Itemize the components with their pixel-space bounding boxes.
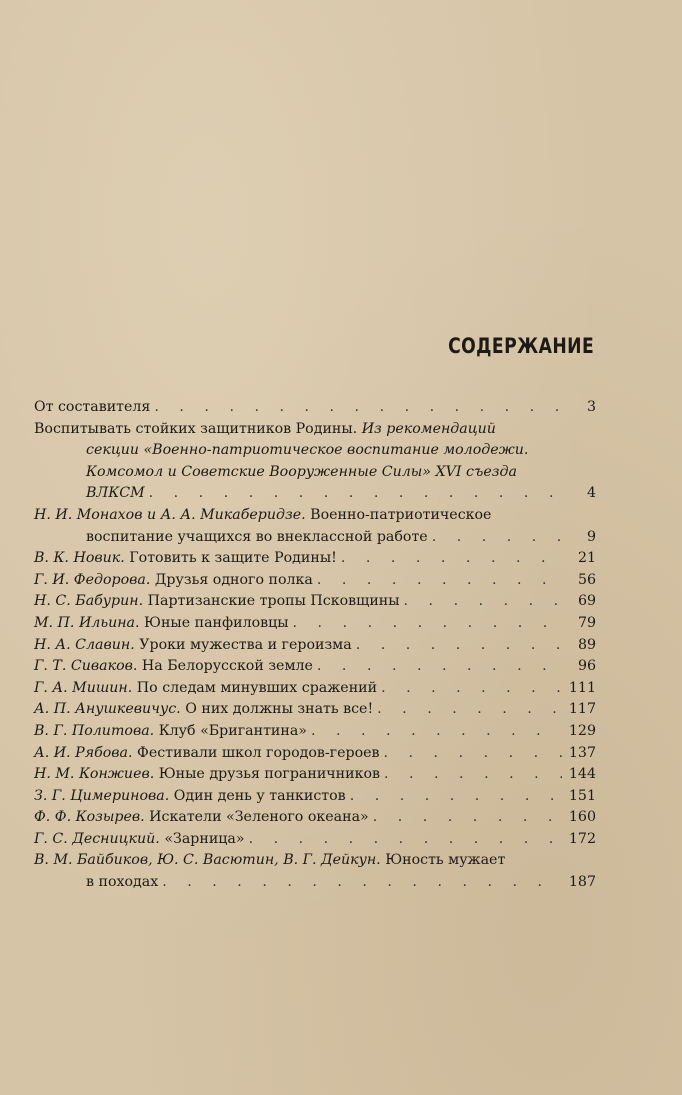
table-of-contents	[34, 397, 596, 894]
page-number: 3	[586, 399, 596, 415]
entry-title: Клуб «Бригантина»	[158, 722, 307, 739]
dot-leader	[154, 397, 562, 419]
dot-leader	[162, 872, 562, 894]
entry-title: Один день у танкистов	[173, 787, 346, 804]
entry-author: Ф. Ф. Козырев.	[34, 809, 145, 826]
toc-entry	[34, 786, 596, 808]
page-number: 160	[568, 809, 596, 826]
dot-leader	[404, 591, 562, 613]
toc-entry	[34, 829, 596, 851]
entry-note: Из рекомендаций	[361, 420, 496, 437]
entry-author: А. П. Анушкевичус.	[34, 701, 181, 718]
entry-author: В. К. Новик.	[34, 550, 125, 567]
entry-title: Воспитывать стойких защитников Родины.	[34, 420, 358, 437]
entry-author: Н. С. Бабурин.	[34, 593, 144, 610]
entry-title: По следам минувших сражений	[136, 679, 378, 696]
page-number: 187	[568, 874, 596, 891]
entry-author: З. Г. Цимеринова.	[34, 787, 170, 804]
entry-title: Друзья одного полка	[154, 571, 313, 588]
entry-title: От составителя	[34, 399, 151, 415]
toc-entry	[34, 764, 596, 786]
page-number: 172	[568, 830, 596, 847]
entry-title: «Зарница»	[164, 830, 245, 847]
entry-title: На Белорусской земле	[141, 658, 313, 675]
entry-title: Военно-патриотическое	[310, 506, 492, 523]
entry-title: Фестивали школ городов-героев	[137, 744, 380, 761]
toc-entry	[34, 397, 596, 419]
page-number: 9	[586, 528, 596, 545]
dot-leader	[432, 527, 562, 549]
toc-entry	[34, 678, 596, 700]
page-number: 137	[568, 744, 596, 761]
entry-title: Уроки мужества и героизма	[139, 636, 352, 653]
page-number: 56	[577, 571, 596, 588]
entry-note: Комсомол и Советские Вооруженные Силы» XVI съезда	[86, 463, 517, 480]
entry-author: Н. М. Конжиев.	[34, 766, 155, 783]
toc-entry	[34, 570, 596, 592]
toc-entry	[34, 635, 596, 657]
entry-title: воспитание учащихся во внеклассной работе	[86, 528, 428, 545]
entry-title: Партизанские тропы Псковщины	[147, 593, 400, 610]
toc-entry	[34, 591, 596, 613]
entry-title: Юные друзья пограничников	[158, 766, 380, 783]
toc-entry	[34, 548, 596, 570]
page-number: 89	[577, 636, 596, 653]
page-number: 144	[568, 766, 596, 783]
entry-author: В. М. Байбиков, Ю. С. Васютин, В. Г. Дейкун.	[34, 852, 381, 869]
entry-title: Юность мужает	[385, 852, 506, 869]
entry-author: Г. Т. Сиваков.	[34, 658, 138, 675]
page-number: 129	[568, 722, 596, 739]
dot-leader	[317, 656, 562, 678]
dot-leader	[356, 635, 562, 657]
page-number: 69	[577, 593, 596, 610]
dot-leader	[384, 743, 562, 765]
entry-author: В. Г. Политова.	[34, 722, 155, 739]
toc-entry	[34, 743, 596, 765]
dot-leader	[249, 829, 562, 851]
toc-entry	[34, 505, 596, 548]
page-number: 111	[568, 679, 596, 696]
dot-leader	[384, 764, 562, 786]
entry-author: А. И. Рябова.	[34, 744, 133, 761]
toc-entry	[34, 613, 596, 635]
page-number: 151	[568, 787, 596, 804]
dot-leader	[350, 786, 562, 808]
dot-leader	[293, 613, 562, 635]
entry-note: секции «Военно-патриотическое воспитание молодежи.	[86, 442, 529, 459]
toc-entry	[34, 656, 596, 678]
entry-author: Н. И. Монахов и А. А. Микаберидзе.	[34, 506, 306, 523]
page-number: 21	[577, 550, 596, 567]
dot-leader	[373, 807, 562, 829]
toc-entry	[34, 807, 596, 829]
entry-author: Г. И. Федорова.	[34, 571, 151, 588]
entry-author: М. П. Ильина.	[34, 614, 140, 631]
dot-leader	[149, 483, 562, 505]
page-number: 117	[568, 701, 596, 718]
entry-note: ВЛКСМ	[86, 485, 145, 502]
entry-title: О них должны знать все!	[185, 701, 374, 718]
dot-leader	[311, 721, 562, 743]
page-number: 96	[577, 658, 596, 675]
dot-leader	[377, 699, 562, 721]
entry-title: Искатели «Зеленого океана»	[149, 809, 369, 826]
entry-title: в походах	[86, 874, 159, 891]
page-title: СОДЕРЖАНИЕ	[447, 334, 594, 358]
toc-entry	[34, 419, 596, 505]
toc-entry	[34, 721, 596, 743]
dot-leader	[317, 570, 562, 592]
dot-leader	[341, 548, 562, 570]
entry-title: Готовить к защите Родины!	[129, 550, 337, 567]
toc-entry	[34, 850, 596, 893]
page-number: 4	[586, 485, 596, 502]
page-number: 79	[577, 614, 596, 631]
toc-entry	[34, 699, 596, 721]
entry-author: Н. А. Славин.	[34, 636, 135, 653]
dot-leader	[381, 678, 562, 700]
entry-title: Юные панфиловцы	[144, 614, 289, 631]
entry-author: Г. С. Десницкий.	[34, 830, 160, 847]
entry-author: Г. А. Мишин.	[34, 679, 133, 696]
